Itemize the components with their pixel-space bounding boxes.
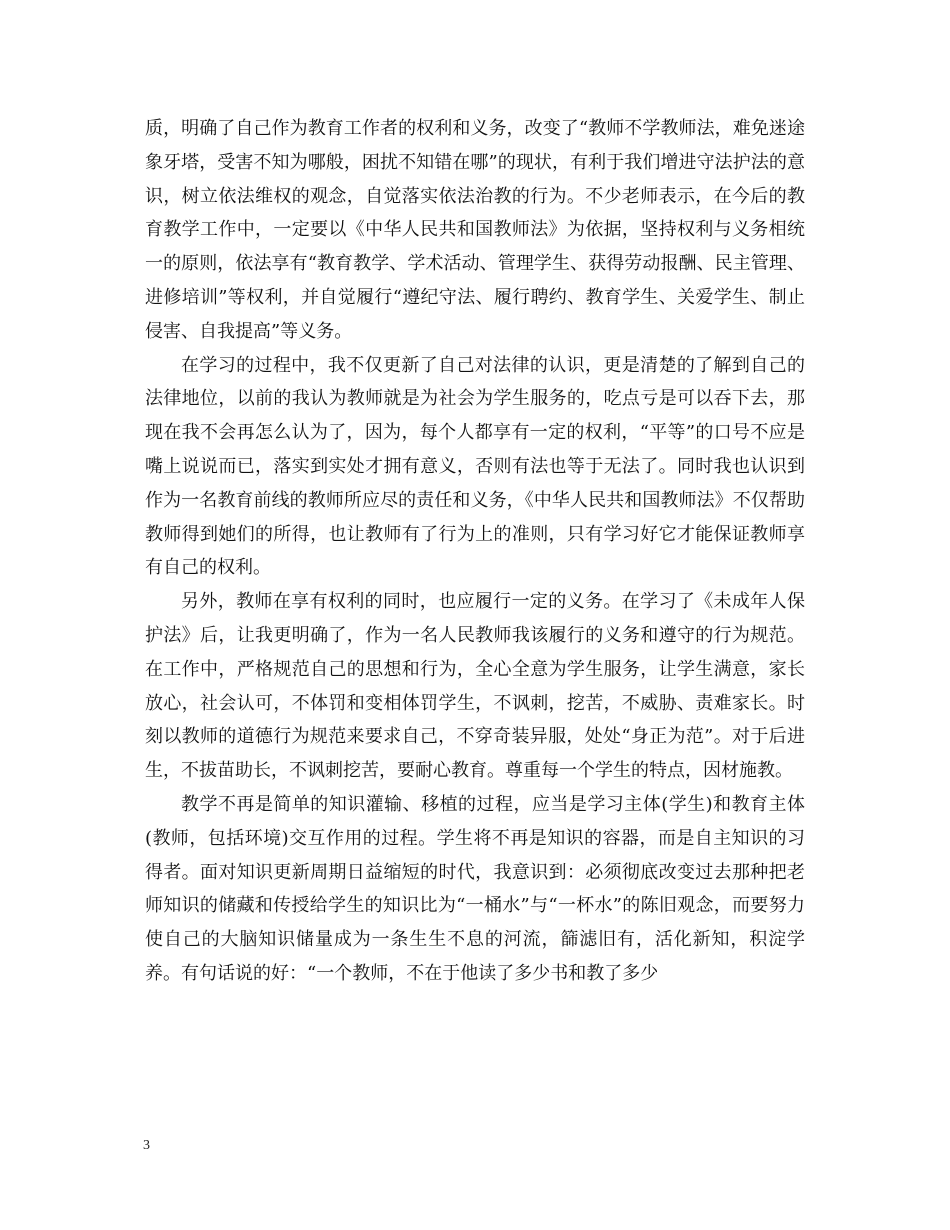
paragraph-2: 在学习的过程中，我不仅更新了自己对法律的认识，更是清楚的了解到自己的法律地位，以前的我认为教师就是为社会为学生服务的，吃点亏是可以吞下去，那现在我不会再怎么认为了，因为，每个人都享有一定的权利，“平等”的口号不应是嘴上说说而已，落实到实处才拥有意义，否则有法也等于无法了。同时我也认识到作为一名教育前线的教师所应尽的责任和义务，《中华人民共和国教师法》不仅帮助教师得到她们的所得，也让教师有了行为上的准则，只有学习好它才能保证教师享有自己的权利。: [145, 354, 805, 579]
body-text: [145, 112, 805, 991]
page-number: 3: [143, 1138, 150, 1153]
paragraph-4: 教学不再是简单的知识灌输、移植的过程，应当是学习主体(学生)和教育主体(教师，包括环境)交互作用的过程。学生将不再是知识的容器，而是自主知识的习得者。面对知识更新周期日益缩短的时代，我意识到：必须彻底改变过去那种把老师知识的储藏和传授给学生的知识比为“一桶水”与“一杯水”的陈旧观念，而要努力使自己的大脑知识储量成为一条生生不息的河流，篩滤旧有，活化新知，积淀学养。有句话说的好：“一个教师，不在于他读了多少书和教了多少: [145, 793, 805, 984]
paragraph-3: 另外，教师在享有权利的同时，也应履行一定的义务。在学习了《未成年人保护法》后，让我更明确了，作为一名人民教师我该履行的义务和遵守的行为规范。在工作中，严格规范自己的思想和行为，全心全意为学生服务，让学生满意，家长放心，社会认可，不体罚和变相体罚学生，不讽刺，挖苦，不威胁、责难家长。时刻以教师的道德行为规范来要求自己，不穿奇装异服，处处“身正为范”。对于后进生，不拔苗助长，不讽刺挖苦，要耐心教育。尊重每一个学生的特点，因材施教。: [145, 591, 805, 782]
paragraph-1: 质，明确了自己作为教育工作者的权利和义务，改变了“教师不学教师法，难免迷途象牙塔，受害不知为哪般，困扰不知错在哪”的现状，有利于我们增进守法护法的意识，树立依法维权的观念，自觉落实依法治教的行为。不少老师表示，在今后的教育教学工作中，一定要以《中华人民共和国教师法》为依据，坚持权利与义务相统一的原则，依法享有“教育教学、学术活动、管理学生、获得劳动报酬、民主管理、进修培训”等权利，并自觉履行“遵纪守法、履行聘约、教育学生、关爱学生、制止侵害、自我提高”等义务。: [145, 118, 805, 342]
